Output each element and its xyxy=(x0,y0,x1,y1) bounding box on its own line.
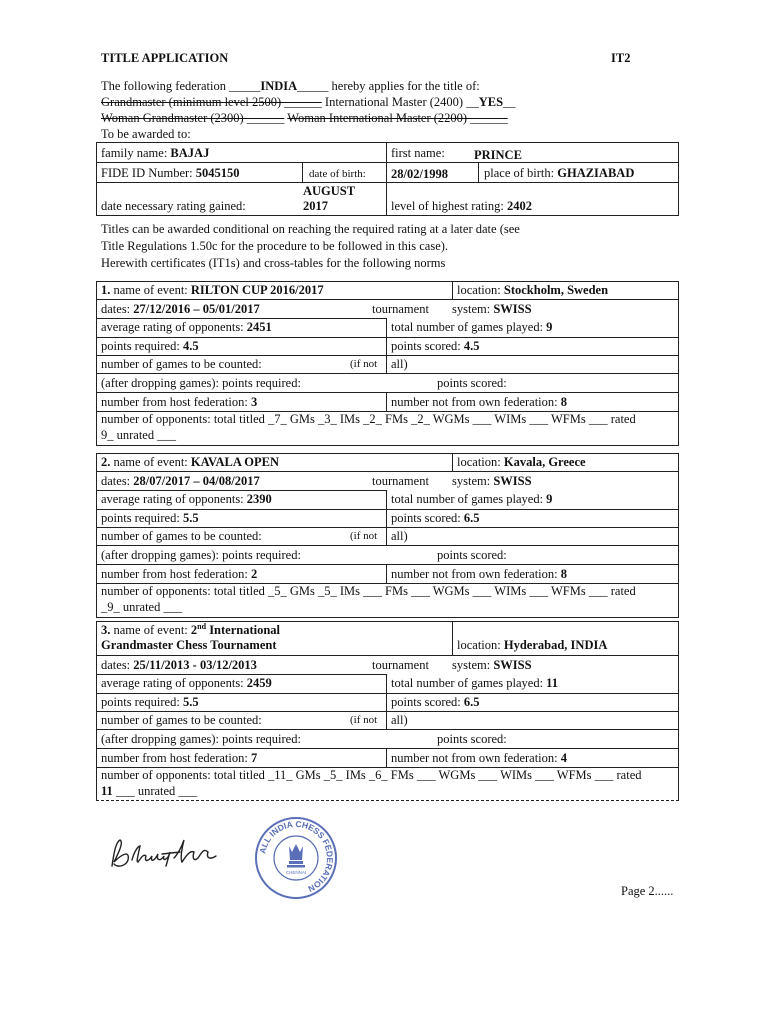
seal-text: ALL INDIA CHESS FEDERATION xyxy=(257,818,336,895)
title-options-line2 xyxy=(101,111,508,126)
event-3-rule xyxy=(96,655,678,656)
total-value: 9 xyxy=(546,320,553,334)
note-line-2: Title Regulations 1.50c for the procedure to be followed in this case). xyxy=(101,239,449,253)
event-number: 1. xyxy=(101,283,111,297)
event-1-location xyxy=(457,283,608,298)
event-2-notown xyxy=(391,567,567,582)
event-name-suffix: nd xyxy=(197,622,207,631)
event-1-rule xyxy=(96,373,678,374)
event-1-unrated: 9_ unrated ___ xyxy=(101,428,176,442)
signature xyxy=(104,832,229,874)
notown-value: 4 xyxy=(560,751,567,765)
required-label: points required: xyxy=(101,695,183,709)
event-1-rule xyxy=(96,337,678,338)
event-2-rule xyxy=(96,490,386,491)
event-2-system xyxy=(452,474,532,489)
player-divider-1 xyxy=(96,162,678,163)
fide-id-value: 5045150 xyxy=(195,166,240,180)
event-3-ifnot: (if not xyxy=(350,714,378,726)
event-2-rule xyxy=(96,564,678,565)
location-label: location: xyxy=(457,455,504,469)
player-vdivider-pob xyxy=(478,162,479,182)
host-value: 3 xyxy=(250,395,258,409)
event-2-vdivider-host xyxy=(386,564,387,583)
unrated-text: ___ unrated ___ xyxy=(112,784,198,798)
event-3-name xyxy=(101,622,280,638)
required-value: 5.5 xyxy=(182,695,199,709)
notown-label: number not from own federation: xyxy=(391,395,561,409)
system-value: SWISS xyxy=(493,658,532,672)
event-3-notown xyxy=(391,751,567,766)
place-of-birth xyxy=(484,166,634,181)
event-3-scored2: points scored: xyxy=(437,732,507,746)
event-3-host xyxy=(101,751,257,766)
fide-id xyxy=(101,166,240,181)
event-name-value: 2 xyxy=(190,623,198,638)
total-label: total number of games played: xyxy=(391,492,547,506)
form-code: IT2 xyxy=(611,51,631,65)
event-1-required xyxy=(101,339,199,354)
event-3-location xyxy=(457,638,607,653)
dates-label: dates: xyxy=(101,302,134,316)
required-value: 5.5 xyxy=(182,511,199,525)
family-name-label: family name: xyxy=(101,146,171,160)
event-1-dates xyxy=(101,302,260,317)
event-number: 2. xyxy=(101,455,111,469)
total-label: total number of games played: xyxy=(391,676,547,690)
event-3-after: (after dropping games): points required: xyxy=(101,732,301,746)
dates-value: 25/11/2013 - 03/12/2013 xyxy=(133,658,257,672)
event-2-location xyxy=(457,455,586,470)
event-1-scored2: points scored: xyxy=(437,376,507,390)
required-label: points required: xyxy=(101,511,183,525)
avg-label: average rating of opponents: xyxy=(101,676,247,690)
pob-label: place of birth: xyxy=(484,166,558,180)
federation-suffix: _____ hereby applies for the title of: xyxy=(297,79,480,93)
system-value: SWISS xyxy=(493,302,532,316)
event-1-rule xyxy=(96,318,386,319)
note-line-1: Titles can be awarded conditional on reaching the required rating at a later date (see xyxy=(101,222,520,236)
event-2-rule xyxy=(96,509,678,510)
event-3-rule xyxy=(96,729,678,730)
required-label: points required: xyxy=(101,339,183,353)
event-2-name xyxy=(101,455,279,470)
event-name-value: KAVALA OPEN xyxy=(190,455,280,469)
player-vdivider-dob xyxy=(302,162,303,182)
event-3-name-line2: Grandmaster Chess Tournament xyxy=(101,638,277,652)
player-divider-2 xyxy=(96,182,678,183)
event-3-rule xyxy=(96,711,678,712)
event-1-rule xyxy=(96,355,678,356)
federation-line xyxy=(101,79,480,94)
dob-label: date of birth: xyxy=(309,168,366,180)
event-number: 3. xyxy=(101,623,111,638)
event-1-rule xyxy=(96,392,678,393)
event-name-label: name of event: xyxy=(113,283,191,297)
highest-rating-value: 2402 xyxy=(506,199,532,213)
system-value: SWISS xyxy=(493,474,532,488)
location-value: Stockholm, Sweden xyxy=(503,283,609,297)
avg-label: average rating of opponents: xyxy=(101,492,247,506)
federation-prefix: The following federation _____ xyxy=(101,79,261,93)
event-name-label: name of event: xyxy=(113,623,191,638)
system-label: system: xyxy=(452,658,494,672)
event-2-required xyxy=(101,511,199,526)
total-value: 9 xyxy=(546,492,553,506)
required-value: 4.5 xyxy=(182,339,199,353)
event-2-scored xyxy=(391,511,480,526)
family-name-value: BAJAJ xyxy=(170,146,210,160)
event-1-avg xyxy=(101,320,272,335)
federation-value: INDIA xyxy=(260,79,298,93)
event-2-tournament: tournament xyxy=(372,474,429,488)
event-2-counted: number of games to be counted: xyxy=(101,529,262,543)
host-value: 2 xyxy=(250,567,258,581)
location-label: location: xyxy=(457,638,504,652)
event-2-rule xyxy=(96,545,678,546)
event-1-tournament: tournament xyxy=(372,302,429,316)
event-3-avg xyxy=(101,676,272,691)
host-label: number from host federation: xyxy=(101,395,251,409)
event-2-avg xyxy=(101,492,272,507)
total-label: total number of games played: xyxy=(391,320,547,334)
event-2-opponents: number of opponents: total titled _5_ GMs _5_ IMs ___ FMs ___ WGMs ___ WIMs ___ WFMs ___ rated xyxy=(101,584,636,598)
title-options-line1 xyxy=(101,95,516,110)
option-im-yes: YES xyxy=(478,95,504,109)
rated-count: 11 xyxy=(101,784,113,798)
fide-id-label: FIDE ID Number: xyxy=(101,166,196,180)
event-3-vdivider-top xyxy=(452,621,453,655)
avg-value: 2390 xyxy=(246,492,272,506)
location-label: location: xyxy=(457,283,504,297)
event-3-rule xyxy=(96,748,678,749)
dates-value: 27/12/2016 – 05/01/2017 xyxy=(133,302,260,316)
event-3-tournament: tournament xyxy=(372,658,429,672)
event-1-host xyxy=(101,395,257,410)
host-label: number from host federation: xyxy=(101,751,251,765)
event-3-all: all) xyxy=(391,713,408,727)
event-1-total xyxy=(391,320,552,335)
page-indicator: Page 2...... xyxy=(621,884,674,898)
option-gm: Grandmaster (minimum level 2500) ______ xyxy=(101,95,322,109)
seal-city: CHENNAI xyxy=(285,870,307,875)
event-1-system xyxy=(452,302,532,317)
first-name-value: PRINCE xyxy=(474,148,522,162)
notown-label: number not from own federation: xyxy=(391,567,561,581)
event-3-scored xyxy=(391,695,480,710)
first-name-label: first name: xyxy=(391,146,445,160)
system-label: system: xyxy=(452,474,494,488)
location-value: Kavala, Greece xyxy=(503,455,586,469)
rating-date-label: date necessary rating gained: xyxy=(101,199,246,213)
event-2-rule xyxy=(96,471,678,472)
event-2-unrated: _9_ unrated ___ xyxy=(101,600,183,614)
event-2-rule xyxy=(96,527,678,528)
event-2-all: all) xyxy=(391,529,408,543)
event-3-unrated xyxy=(101,784,197,799)
event-1-rule xyxy=(96,299,678,300)
option-wgm: Woman Grandmaster (2300) ______ xyxy=(101,111,285,125)
option-im-end: __ xyxy=(503,95,516,109)
event-1-scored xyxy=(391,339,480,354)
event-3-vdivider-host xyxy=(386,748,387,767)
family-name xyxy=(101,146,209,161)
scored-label: points scored: xyxy=(391,339,464,353)
scored-value: 6.5 xyxy=(463,511,480,525)
event-1-vdivider-mid xyxy=(386,318,387,373)
event-3-counted: number of games to be counted: xyxy=(101,713,262,727)
note-line-3: Herewith certificates (IT1s) and cross-tables for the following norms xyxy=(101,256,446,270)
scored-value: 6.5 xyxy=(463,695,480,709)
event-3-rule xyxy=(96,674,386,675)
event-2-total xyxy=(391,492,552,507)
event-2-host xyxy=(101,567,257,582)
scored-label: points scored: xyxy=(391,695,464,709)
event-3-system xyxy=(452,658,532,673)
event-3-rule xyxy=(96,693,678,694)
host-value: 7 xyxy=(250,751,258,765)
event-1-notown xyxy=(391,395,567,410)
event-1-after: (after dropping games): points required: xyxy=(101,376,301,390)
event-2-ifnot: (if not xyxy=(350,530,378,542)
highest-rating-label: level of highest rating: xyxy=(391,199,507,213)
dates-value: 28/07/2017 – 04/08/2017 xyxy=(133,474,260,488)
option-im: International Master (2400) __ xyxy=(321,95,479,109)
avg-value: 2459 xyxy=(246,676,272,690)
total-value: 11 xyxy=(546,676,558,690)
notown-label: number not from own federation: xyxy=(391,751,561,765)
event-name-label: name of event: xyxy=(113,455,191,469)
notown-value: 8 xyxy=(560,395,567,409)
dates-label: dates: xyxy=(101,658,134,672)
event-name-value: RILTON CUP 2016/2017 xyxy=(190,283,324,297)
host-label: number from host federation: xyxy=(101,567,251,581)
player-vdivider xyxy=(386,142,387,215)
event-1-counted: number of games to be counted: xyxy=(101,357,262,371)
option-wim: Woman International Master (2200) ______ xyxy=(287,111,508,125)
scored-value: 4.5 xyxy=(463,339,480,353)
event-2-scored2: points scored: xyxy=(437,548,507,562)
rating-date-month: AUGUST xyxy=(303,184,356,198)
dob-value: 28/02/1998 xyxy=(391,167,448,181)
event-1-all: all) xyxy=(391,357,408,371)
event-2-after: (after dropping games): points required: xyxy=(101,548,301,562)
avg-label: average rating of opponents: xyxy=(101,320,247,334)
event-3-dates xyxy=(101,658,257,673)
highest-rating xyxy=(391,199,532,214)
event-1-vdivider-top xyxy=(452,281,453,300)
event-3-opponents: number of opponents: total titled _11_ GMs _5_ IMs _6_ FMs ___ WGMs ___ WIMs ___ WFMs ___ rated xyxy=(101,768,642,782)
awarded-to: To be awarded to: xyxy=(101,127,191,141)
event-2-vdivider-mid xyxy=(386,490,387,545)
form-title: TITLE APPLICATION xyxy=(101,51,229,65)
location-value: Hyderabad, INDIA xyxy=(503,638,608,652)
event-3-vdivider-mid xyxy=(386,674,387,729)
dates-label: dates: xyxy=(101,474,134,488)
notown-value: 8 xyxy=(560,567,567,581)
event-3-total xyxy=(391,676,558,691)
event-2-vdivider-top xyxy=(452,453,453,472)
event-1-vdivider-host xyxy=(386,392,387,411)
avg-value: 2451 xyxy=(246,320,272,334)
system-label: system: xyxy=(452,302,494,316)
event-3-required xyxy=(101,695,199,710)
scored-label: points scored: xyxy=(391,511,464,525)
event-1-ifnot: (if not xyxy=(350,358,378,370)
event-2-dates xyxy=(101,474,260,489)
event-name-value-cont: International xyxy=(206,623,281,638)
pob-value: GHAZIABAD xyxy=(557,166,635,180)
federation-seal xyxy=(254,816,338,900)
event-1-name xyxy=(101,283,324,298)
event-1-opponents: number of opponents: total titled _7_ GMs _3_ IMs _2_ FMs _2_ WGMs ___ WIMs ___ WFMs ___ rated xyxy=(101,412,636,426)
rating-date-year: 2017 xyxy=(303,199,328,213)
crown-icon xyxy=(289,844,303,860)
